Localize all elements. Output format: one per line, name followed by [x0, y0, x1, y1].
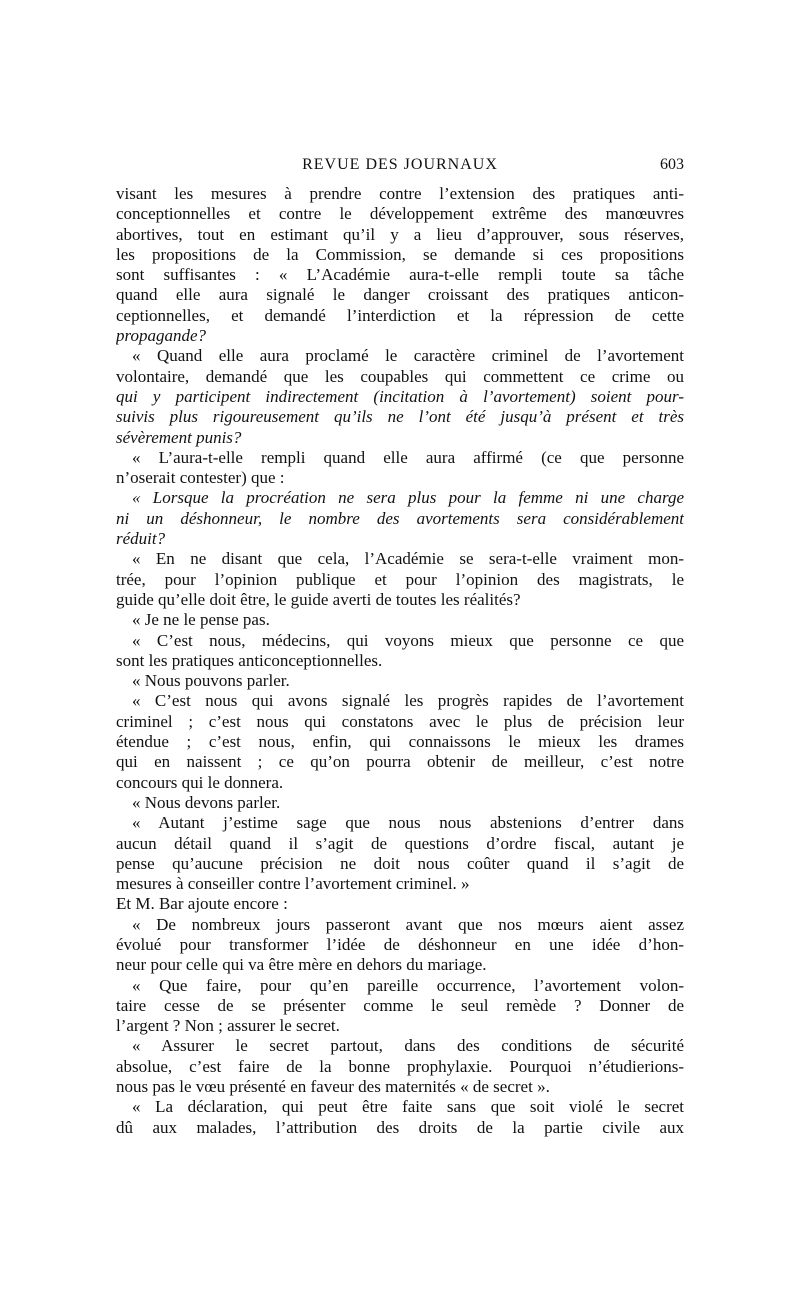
text-line: dû aux malades, l’attribution des droits de la partie civile aux	[116, 1117, 684, 1137]
text-line: « De nombreux jours passeront avant que nos mœurs aient assez	[132, 914, 684, 934]
article-body	[116, 184, 684, 1138]
text-line: étendue ; c’est nous, enfin, qui connaissons le mieux les drames	[116, 732, 684, 752]
text-line: nous pas le vœu présenté en faveur des maternités « de secret ».	[116, 1077, 550, 1097]
text-line: qui en naissent ; ce qu’on pourra obtenir de meilleur, c’est notre	[116, 752, 684, 772]
text-line: « L’aura-t-elle rempli quand elle aura affirmé (ce que personne	[132, 447, 684, 467]
text-line: mesures à conseiller contre l’avortement criminel. »	[116, 874, 470, 894]
text-line: réduit?	[116, 529, 166, 549]
text-line: « C’est nous qui avons signalé les progrès rapides de l’avortement	[132, 691, 684, 711]
text-line: n’oserait contester) que :	[116, 468, 285, 488]
running-title: REVUE DES JOURNAUX	[302, 156, 498, 173]
text-line: « Autant j’estime sage que nous nous abstenions d’entrer dans	[132, 813, 684, 833]
text-line: « Quand elle aura proclamé le caractère criminel de l’avortement	[132, 346, 684, 366]
text-line: ceptionnelles, et demandé l’interdiction et la répression de cette	[116, 305, 684, 325]
text-line: propagande?	[116, 326, 207, 346]
text-line: « Nous pouvons parler.	[132, 671, 290, 691]
text-line: neur pour celle qui va être mère en dehors du mariage.	[116, 955, 487, 975]
text-line: visant les mesures à prendre contre l’extension des pratiques anti-	[116, 184, 684, 203]
text-line: conceptionnelles et contre le développement extrême des manœuvres	[116, 204, 684, 224]
page-number: 603	[660, 156, 684, 173]
text-line: absolue, c’est faire de la bonne prophylaxie. Pourquoi n’étudierions-	[116, 1056, 684, 1076]
text-line: « Assurer le secret partout, dans des conditions de sécurité	[132, 1036, 684, 1056]
page-header	[116, 152, 684, 178]
text-line: évolué pour transformer l’idée de déshonneur en une idée d’hon-	[116, 934, 684, 954]
text-line: volontaire, demandé que les coupables qui commettent ce crime ou	[116, 366, 684, 386]
text-line: concours qui le donnera.	[116, 772, 284, 792]
text-line: sont suffisantes : « L’Académie aura-t-elle rempli toute sa tâche	[116, 265, 684, 285]
text-line: « Que faire, pour qu’en pareille occurrence, l’avortement volon-	[132, 975, 684, 995]
text-line: les propositions de la Commission, se demande si ces propositions	[116, 244, 684, 264]
text-line: pense qu’aucune précision ne doit nous coûter quand il s’agit de	[116, 853, 684, 873]
text-line: suivis plus rigoureusement qu’ils ne l’ont été jusqu’à présent et très	[116, 407, 684, 427]
text-line: quand elle aura signalé le danger croissant des pratiques anticon-	[116, 285, 684, 305]
text-line: « C’est nous, médecins, qui voyons mieux que personne ce que	[132, 630, 684, 650]
text-line: trée, pour l’opinion publique et pour l’opinion des magistrats, le	[116, 569, 684, 589]
text-line: taire cesse de se présenter comme le seul remède ? Donner de	[116, 995, 684, 1015]
text-line: aucun détail quand il s’agit de questions d’ordre fiscal, autant je	[116, 833, 684, 853]
text-line: « La déclaration, qui peut être faite sans que soit violé le secret	[132, 1097, 684, 1117]
text-line: qui y participent indirectement (incitation à l’avortement) soient pour-	[116, 386, 684, 406]
text-line: « En ne disant que cela, l’Académie se sera-t-elle vraiment mon-	[132, 549, 684, 569]
text-line: Et M. Bar ajoute encore :	[116, 894, 288, 914]
text-line: « Lorsque la procréation ne sera plus pour la femme ni une charge	[132, 488, 684, 508]
text-line: « Je ne le pense pas.	[132, 610, 270, 630]
text-line: sont les pratiques anticonceptionnelles.	[116, 650, 383, 670]
text-line: criminel ; c’est nous qui constatons avec le plus de précision leur	[116, 711, 684, 731]
text-line: ni un déshonneur, le nombre des avortements sera considérablement	[116, 508, 684, 528]
text-line: « Nous devons parler.	[132, 792, 281, 812]
text-line: abortives, tout en estimant qu’il y a lieu d’approuver, sous réserves,	[116, 224, 684, 244]
text-line: guide qu’elle doit être, le guide averti de toutes les réalités?	[116, 589, 521, 609]
text-line: l’argent ? Non ; assurer le secret.	[116, 1016, 340, 1036]
text-line: sévèrement punis?	[116, 427, 242, 447]
